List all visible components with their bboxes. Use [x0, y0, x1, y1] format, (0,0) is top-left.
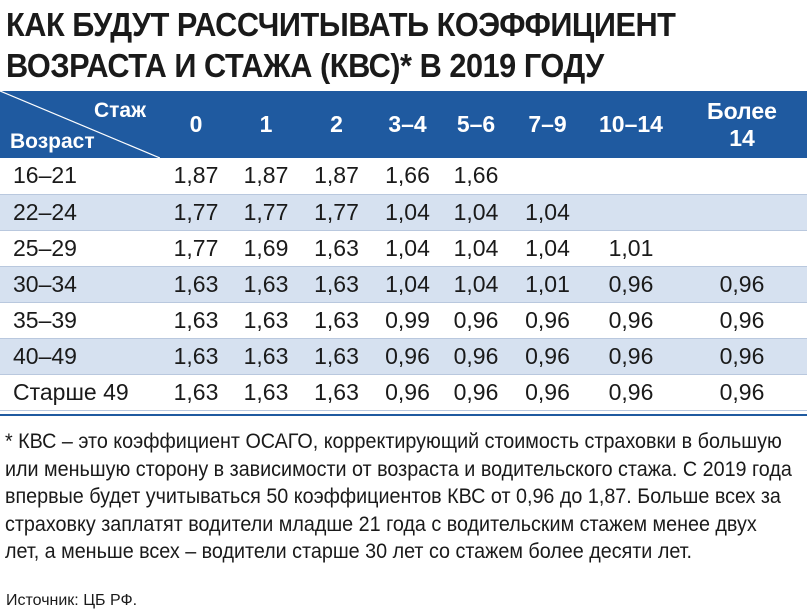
value-cell: 1,63	[232, 338, 300, 374]
value-cell: 1,87	[232, 158, 300, 194]
value-cell: 0,96	[585, 338, 677, 374]
age-cell: 40–49	[0, 338, 160, 374]
value-cell: 1,87	[160, 158, 232, 194]
header-age-label: Возраст	[10, 130, 95, 153]
value-cell: 1,63	[300, 302, 373, 338]
value-cell	[585, 194, 677, 230]
value-cell: 0,96	[677, 374, 807, 410]
title-line-2: ВОЗРАСТА И СТАЖА (КВС)* В 2019 ГОДУ	[6, 47, 604, 84]
column-header-line: Более	[707, 97, 777, 124]
header-corner-cell	[0, 91, 160, 158]
value-cell: 0,99	[373, 302, 442, 338]
value-cell: 1,04	[373, 230, 442, 266]
table-row	[0, 194, 807, 230]
age-cell: 25–29	[0, 230, 160, 266]
age-cell: Старше 49	[0, 374, 160, 410]
table-row	[0, 230, 807, 266]
value-cell: 0,96	[373, 338, 442, 374]
value-cell: 0,96	[677, 338, 807, 374]
value-cell: 1,77	[300, 194, 373, 230]
column-header-more-14	[677, 91, 807, 158]
value-cell: 1,63	[300, 338, 373, 374]
value-cell: 1,63	[300, 230, 373, 266]
value-cell: 0,96	[442, 302, 510, 338]
value-cell: 1,63	[232, 302, 300, 338]
value-cell: 0,96	[510, 338, 585, 374]
value-cell: 1,63	[300, 374, 373, 410]
value-cell: 1,63	[300, 266, 373, 302]
value-cell	[585, 158, 677, 194]
column-header: 10–14	[599, 111, 663, 137]
value-cell: 1,69	[232, 230, 300, 266]
table-row	[0, 338, 807, 374]
title-line-1: КАК БУДУТ РАССЧИТЫВАТЬ КОЭФФИЦИЕНТ	[6, 6, 676, 43]
value-cell: 0,96	[585, 302, 677, 338]
value-cell	[510, 158, 585, 194]
value-cell: 0,96	[677, 302, 807, 338]
value-cell: 1,63	[160, 338, 232, 374]
header-experience-label: Стаж	[93, 99, 146, 122]
kvs-table	[0, 91, 807, 411]
age-cell: 30–34	[0, 266, 160, 302]
value-cell: 1,04	[510, 194, 585, 230]
column-header: 5–6	[456, 111, 496, 137]
value-cell: 1,87	[300, 158, 373, 194]
table-header-row	[0, 91, 807, 158]
value-cell: 0,96	[510, 302, 585, 338]
value-cell: 1,04	[442, 194, 510, 230]
value-cell: 0,96	[442, 374, 510, 410]
table-row	[0, 374, 807, 410]
table-row	[0, 158, 807, 194]
column-header: 1	[259, 111, 273, 137]
source-note: Источник: ЦБ РФ.	[6, 592, 138, 609]
value-cell: 1,04	[442, 230, 510, 266]
table-row	[0, 266, 807, 302]
kvs-table-container	[0, 91, 807, 411]
value-cell: 0,96	[510, 374, 585, 410]
column-header: 7–9	[528, 111, 567, 137]
value-cell: 0,96	[442, 338, 510, 374]
value-cell	[677, 230, 807, 266]
column-header-line: 14	[729, 124, 755, 151]
table-row	[0, 302, 807, 338]
table-bottom-rule	[0, 414, 807, 416]
age-cell: 35–39	[0, 302, 160, 338]
column-header: 2	[330, 111, 343, 137]
value-cell: 1,63	[232, 266, 300, 302]
value-cell: 0,96	[585, 266, 677, 302]
value-cell	[677, 158, 807, 194]
value-cell: 1,63	[232, 374, 300, 410]
value-cell	[677, 194, 807, 230]
value-cell: 1,63	[160, 302, 232, 338]
value-cell: 1,04	[442, 266, 510, 302]
value-cell: 1,63	[160, 374, 232, 410]
value-cell: 1,01	[510, 266, 585, 302]
value-cell: 1,04	[510, 230, 585, 266]
age-cell: 16–21	[0, 158, 160, 194]
value-cell: 1,66	[373, 158, 442, 194]
value-cell: 0,96	[373, 374, 442, 410]
value-cell: 1,77	[232, 194, 300, 230]
column-header: 0	[189, 111, 203, 137]
value-cell: 1,77	[160, 194, 232, 230]
value-cell: 1,77	[160, 230, 232, 266]
value-cell: 1,66	[442, 158, 510, 194]
value-cell: 1,63	[160, 266, 232, 302]
footnote: * КВС – это коэффициент ОСАГО, корректирующий стоимость страховки в большую или меньшую сторону в зависимости от возраста и водительского стажа. С 2019 года впервые будет учитываться 50 коэффициентов КВС от 0,96 до 1,87. Больше всех за страховку заплатят водители младше 21 года с водительским стажем менее двух лет, а меньше всех – водители старше 30 лет со стажем более десяти лет.	[5, 430, 792, 563]
value-cell: 0,96	[585, 374, 677, 410]
value-cell: 0,96	[677, 266, 807, 302]
page-title	[6, 4, 745, 86]
value-cell: 1,01	[585, 230, 677, 266]
value-cell: 1,04	[373, 266, 442, 302]
column-header: 3–4	[388, 111, 427, 137]
value-cell: 1,04	[373, 194, 442, 230]
age-cell: 22–24	[0, 194, 160, 230]
